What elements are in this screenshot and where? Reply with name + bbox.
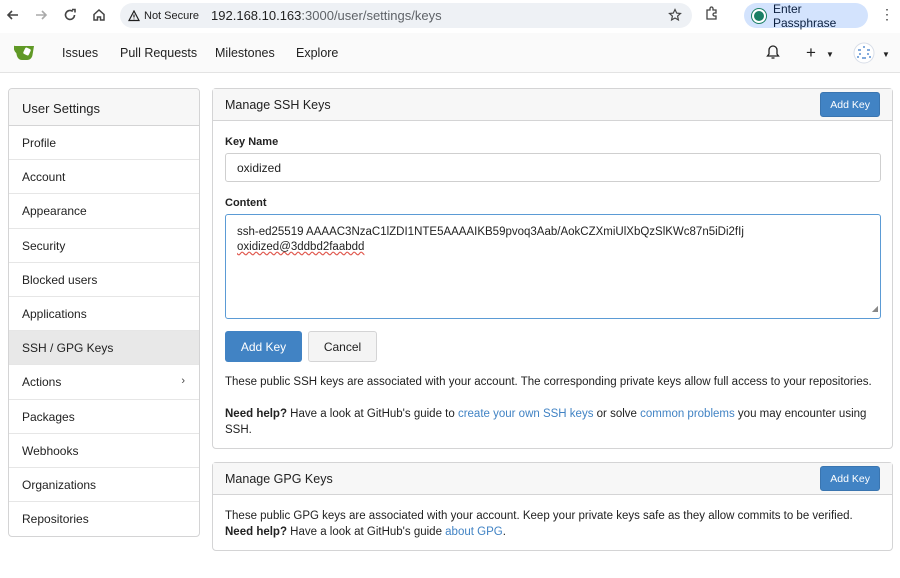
extensions-puzzle-icon[interactable] xyxy=(704,5,720,24)
sidebar-item-label: Appearance xyxy=(22,204,87,219)
nav-pull-requests[interactable]: Pull Requests xyxy=(120,46,198,60)
create-ssh-keys-link[interactable]: create your own SSH keys xyxy=(457,408,594,420)
not-secure-badge[interactable] xyxy=(128,10,199,22)
browser-toolbar xyxy=(0,0,900,32)
sidebar-item-repositories[interactable] xyxy=(9,502,199,536)
common-problems-link[interactable]: common problems xyxy=(640,408,735,420)
address-bar[interactable] xyxy=(120,3,692,28)
ssh-help-text xyxy=(225,406,885,438)
gpg-keys-panel xyxy=(212,462,893,551)
profile-dot-icon xyxy=(752,9,766,23)
sidebar-item-security[interactable] xyxy=(9,229,199,263)
ssh-add-key-header-button[interactable]: Add Key xyxy=(820,92,880,117)
ssh-keys-panel xyxy=(212,88,893,449)
profile-passphrase-button[interactable] xyxy=(744,3,868,28)
content-label: Content xyxy=(225,197,267,209)
gpg-help-text xyxy=(225,524,885,540)
key-content-textarea[interactable] xyxy=(225,214,881,319)
sidebar-item-label: Actions xyxy=(22,375,62,390)
avatar-caret-icon[interactable]: ▼ xyxy=(882,50,890,59)
sidebar-item-blocked-users[interactable] xyxy=(9,263,199,297)
back-arrow-icon[interactable] xyxy=(2,4,24,26)
key-name-label: Key Name xyxy=(225,136,279,148)
sidebar-item-packages[interactable] xyxy=(9,400,199,434)
nav-milestones[interactable]: Milestones xyxy=(215,46,275,60)
top-navbar xyxy=(0,33,900,73)
ssh-help-mid: or solve xyxy=(593,408,641,420)
ssh-help-bold: Need help? xyxy=(225,408,287,420)
gpg-add-key-header-button[interactable]: Add Key xyxy=(820,466,880,491)
ssh-help-post: you may encounter using SSH. xyxy=(225,408,867,436)
key-content-line-1: ssh-ed25519 AAAAC3NzaC1lZDI1NTE5AAAAIKB59pvoq3Aab/AokCZXmiUlXbQzSlKWc87n5iDi2fIj xyxy=(237,226,744,238)
gitea-logo-icon[interactable] xyxy=(14,43,38,64)
url-host: 192.168.10.163 xyxy=(211,8,302,23)
sidebar-item-label: Profile xyxy=(22,136,57,150)
user-avatar[interactable] xyxy=(853,42,875,64)
ssh-info-text: These public SSH keys are associated with your account. The corresponding private keys allow full access to your repositories. xyxy=(225,376,872,388)
ssh-help-pre: Have a look at GitHub's guide to xyxy=(286,408,458,420)
add-key-button[interactable]: Add Key xyxy=(225,331,302,362)
settings-sidebar xyxy=(8,88,200,537)
forward-arrow-icon[interactable] xyxy=(30,4,52,26)
sidebar-item-appearance[interactable] xyxy=(9,194,199,228)
sidebar-item-label: Repositories xyxy=(22,512,89,527)
sidebar-item-label: Applications xyxy=(22,306,87,321)
nav-issues[interactable]: Issues xyxy=(62,46,99,60)
sidebar-item-label: Security xyxy=(22,238,66,253)
sidebar-item-ssh-gpg-keys[interactable] xyxy=(9,331,199,365)
gpg-help-pre: Have a look at GitHub's guide xyxy=(286,526,446,538)
sidebar-item-label: Organizations xyxy=(22,477,97,492)
key-name-value: oxidized xyxy=(237,161,282,175)
gpg-panel-title: Manage GPG Keys xyxy=(225,472,333,486)
profile-button-label: Enter Passphrase xyxy=(772,1,837,30)
url-text xyxy=(211,8,442,23)
sidebar-item-label: Webhooks xyxy=(22,443,79,458)
resize-handle-icon[interactable]: ◢ xyxy=(871,304,878,313)
notifications-bell-icon[interactable] xyxy=(766,44,780,63)
warning-triangle-icon xyxy=(128,10,140,22)
gpg-panel-header xyxy=(213,463,892,495)
sidebar-item-label: Blocked users xyxy=(22,272,98,287)
sidebar-item-applications[interactable] xyxy=(9,297,199,331)
sidebar-item-label: Account xyxy=(22,170,66,185)
cancel-button[interactable]: Cancel xyxy=(308,331,377,362)
chevron-right-icon: › xyxy=(181,375,185,388)
gpg-info-text: These public GPG keys are associated with your account. Keep your private keys safe as they allow commits to be verified. xyxy=(225,510,853,522)
sidebar-item-label: Packages xyxy=(22,409,75,424)
sidebar-item-account[interactable] xyxy=(9,160,199,194)
ssh-panel-header xyxy=(213,89,892,121)
about-gpg-link[interactable]: about GPG xyxy=(445,526,503,538)
gpg-help-post: . xyxy=(502,526,506,538)
key-name-input[interactable] xyxy=(225,153,881,182)
sidebar-title: User Settings xyxy=(9,89,199,126)
sidebar-item-organizations[interactable] xyxy=(9,468,199,502)
sidebar-item-label: SSH / GPG Keys xyxy=(22,341,114,356)
gpg-help-bold: Need help? xyxy=(225,526,287,538)
key-content-line-2: oxidized@3ddbd2faabdd xyxy=(237,241,365,253)
home-icon[interactable] xyxy=(88,4,110,26)
url-path: :3000/user/settings/keys xyxy=(301,8,442,23)
browser-menu-icon[interactable]: ⋮ xyxy=(880,6,894,22)
sidebar-item-profile[interactable] xyxy=(9,126,199,160)
sidebar-item-webhooks[interactable] xyxy=(9,434,199,468)
nav-explore[interactable]: Explore xyxy=(296,46,339,60)
security-label: Not Secure xyxy=(144,9,200,22)
sidebar-item-actions[interactable] xyxy=(9,365,199,399)
create-new-plus-icon[interactable]: + xyxy=(806,43,816,62)
bookmark-star-icon[interactable] xyxy=(668,8,682,25)
ssh-panel-title: Manage SSH Keys xyxy=(225,98,331,112)
create-caret-icon[interactable]: ▼ xyxy=(826,50,834,59)
reload-icon[interactable] xyxy=(59,4,81,26)
